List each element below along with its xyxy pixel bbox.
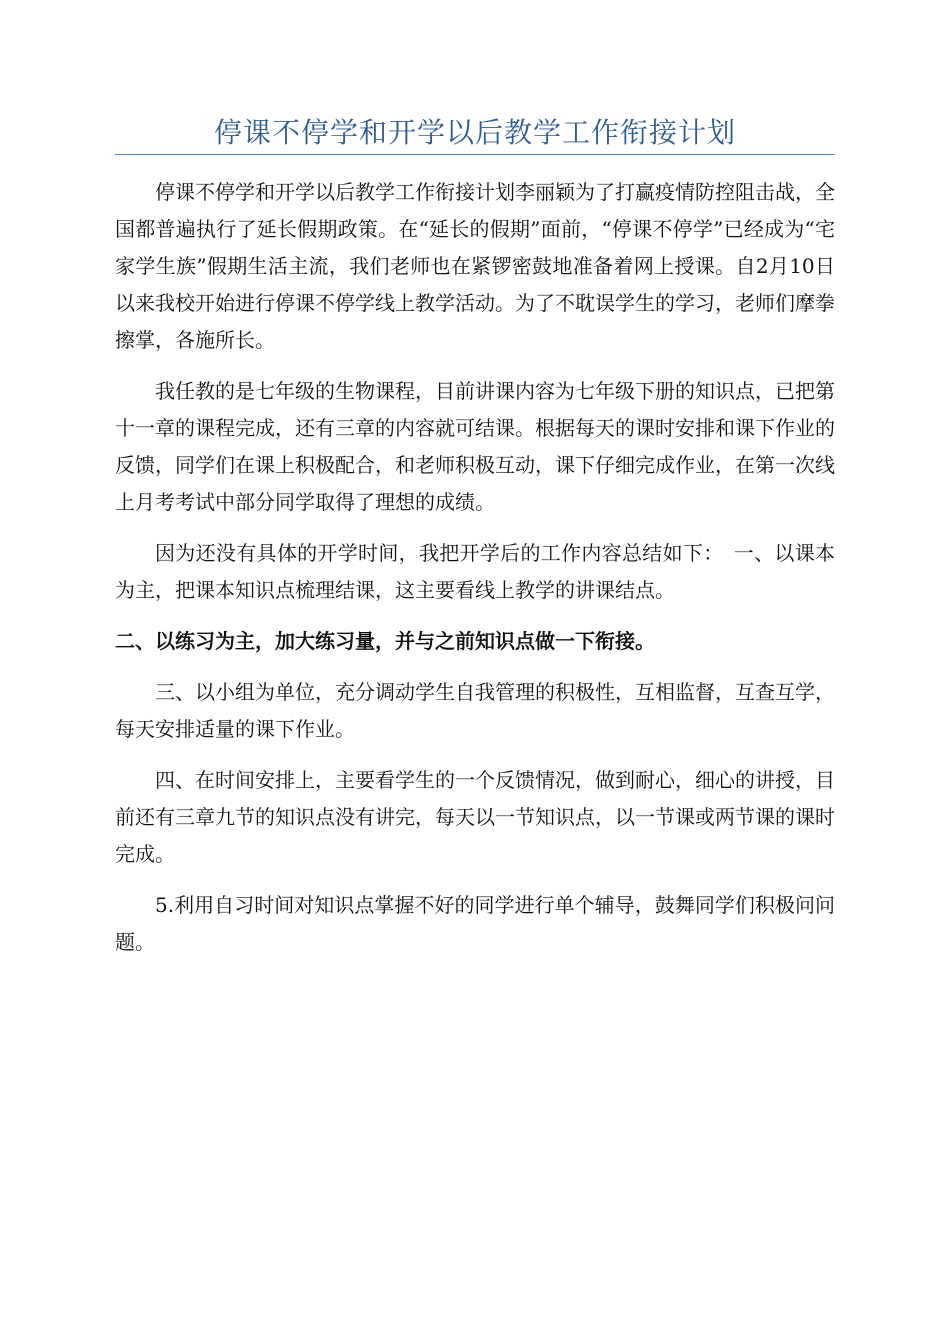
paragraph-plan-item-2: 二、以练习为主，加大练习量，并与之前知识点做一下衔接。	[115, 629, 655, 653]
paragraph-plan-item-5: 5.利用自习时间对知识点掌握不好的同学进行单个辅导，鼓舞同学们积极问问题。	[115, 893, 835, 954]
paragraph-course-progress: 我任教的是七年级的生物课程，目前讲课内容为七年级下册的知识点，已把第十一章的课程完成，还有三章的内容就可结课。根据每天的课时安排和课下作业的反馈，同学们在课上积极配合，和老师积极互动，课下仔细完成作业，在第一次线上月考考试中部分同学取得了理想的成绩。	[115, 379, 835, 514]
document-body	[115, 174, 835, 975]
paragraph-plan-item-3: 三、以小组为单位，充分调动学生自我管理的积极性，互相监督，互查互学，每天安排适量的课下作业。	[115, 680, 835, 741]
paragraph-intro: 停课不停学和开学以后教学工作衔接计划李丽颖为了打赢疫情防控阻击战，全国都普遍执行了延长假期政策。在“延长的假期”面前，“停课不停学”已经成为“宅家学生族”假期生活主流，我们老师也在紧锣密鼓地准备着网上授课。自2月10日以来我校开始进行停课不停学线上教学活动。为了不耽误学生的学习，老师们摩拳擦掌，各施所长。	[115, 180, 835, 352]
paragraph-plan-item-1: 因为还没有具体的开学时间，我把开学后的工作内容总结如下： 一、以课本为主，把课本知识点梳理结课，这主要看线上教学的讲课结点。	[115, 541, 835, 602]
document-title: 停课不停学和开学以后教学工作衔接计划	[213, 116, 736, 149]
paragraph-plan-item-4: 四、在时间安排上，主要看学生的一个反馈情况，做到耐心，细心的讲授，目前还有三章九节的知识点没有讲完，每天以一节知识点，以一节课或两节课的课时完成。	[115, 768, 835, 866]
title-underline	[115, 154, 835, 155]
